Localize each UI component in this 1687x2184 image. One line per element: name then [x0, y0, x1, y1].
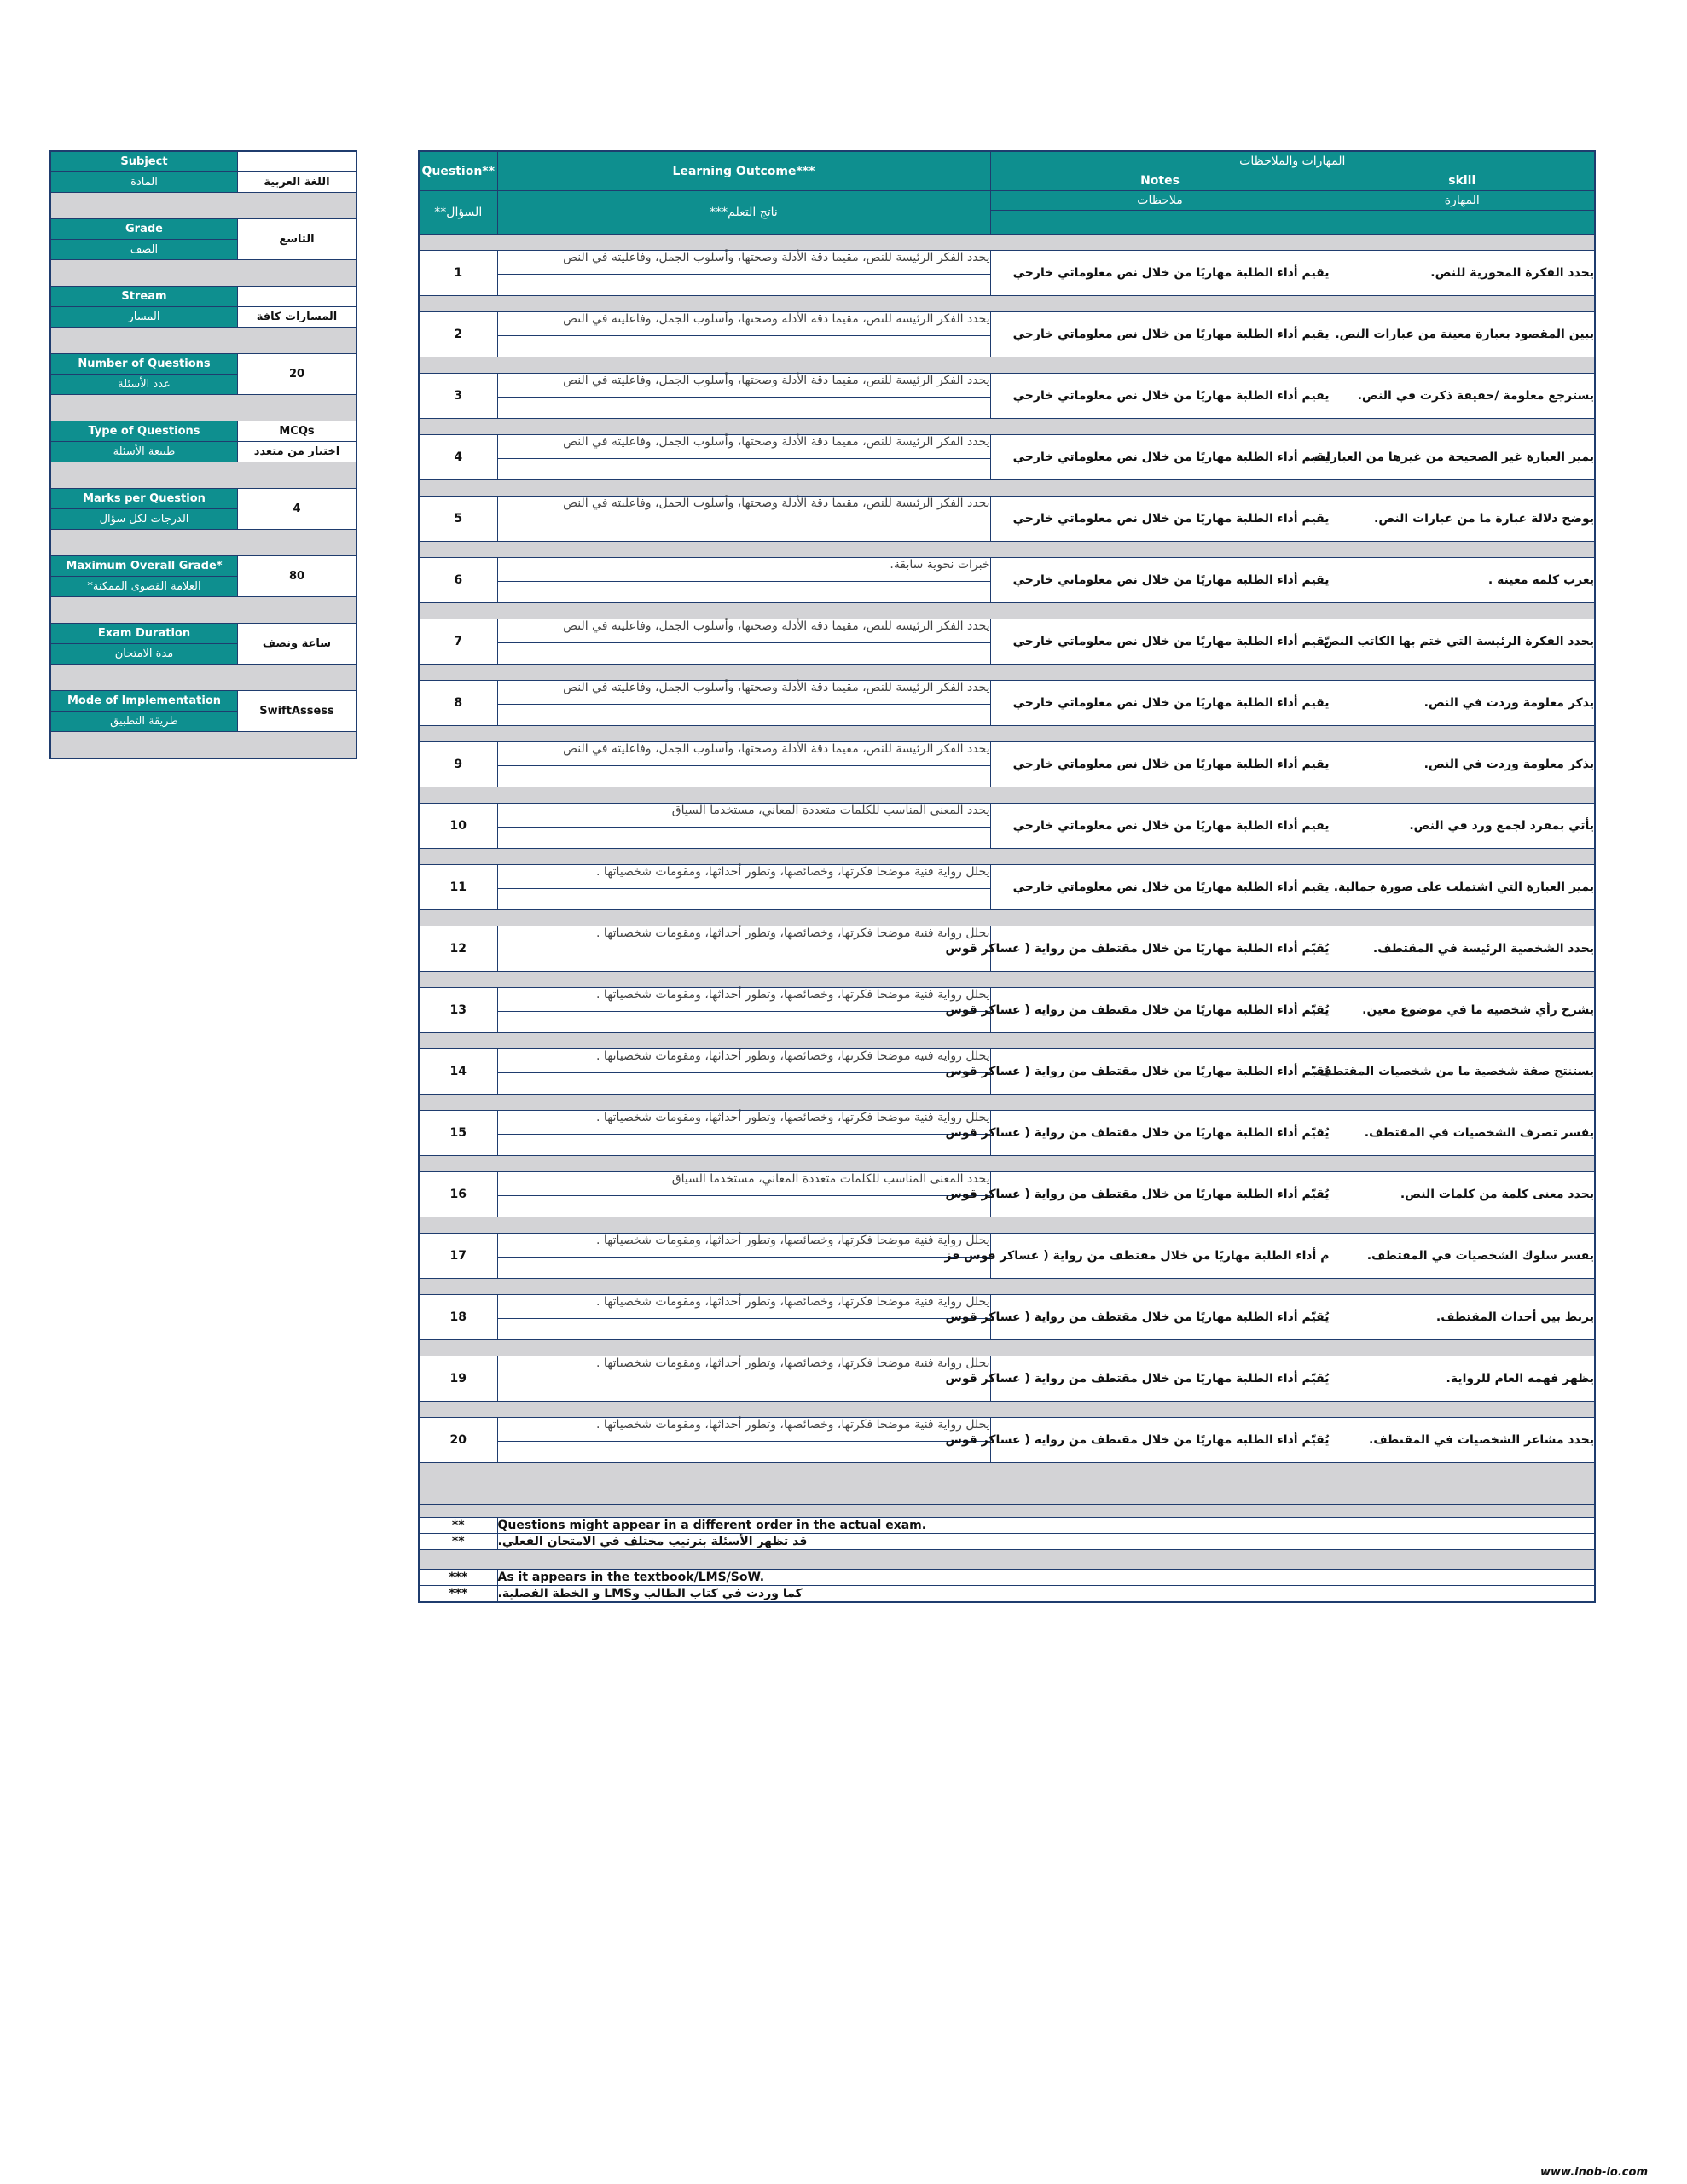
notes-cell: يُقيّم أداء الطلبة مهاريًا من خلال مقتطف من رواية ( عساكر قوس [990, 1356, 1330, 1402]
learning-outcome: يحلل رواية فنية موضحا فكرتها، وخصائصها، وتطور أحداثها، ومقومات شخصياتها . [497, 1234, 990, 1258]
table-row [419, 865, 1595, 889]
skill-cell: يذكر معلومة وردت في النص. [1330, 681, 1595, 726]
question-number: 7 [419, 619, 497, 665]
learning-outcome-blank [497, 828, 990, 849]
learning-outcome: يحلل رواية فنية موضحا فكرتها، وخصائصها، وتطور أحداثها، ومقومات شخصياتها . [497, 1111, 990, 1135]
spacer [419, 1463, 1595, 1505]
subject-label-ar: المادة [50, 172, 237, 193]
notes-cell: يقيم أداء الطلبة مهاريًا من خلال نص معلوماتي خارجي [990, 558, 1330, 603]
table-row [419, 1111, 1595, 1135]
question-number: 2 [419, 312, 497, 357]
question-number: 8 [419, 681, 497, 726]
row-separator [419, 296, 1595, 312]
footnote-text: As it appears in the textbook/LMS/SoW. [497, 1570, 1595, 1586]
table-row [419, 1295, 1595, 1319]
learning-outcome: يحدد المعنى المناسب للكلمات متعددة المعاني، مستخدما السياق [497, 804, 990, 828]
question-number: 6 [419, 558, 497, 603]
learning-outcome: خبرات نحوية سابقة. [497, 558, 990, 582]
row-separator [419, 357, 1595, 374]
row-separator [419, 1340, 1595, 1356]
row-separator [419, 480, 1595, 497]
footnote-row [419, 1570, 1595, 1586]
stream-label: Stream [50, 287, 237, 307]
duration-value: ساعة ونصف [237, 624, 357, 665]
learning-outcome: يحلل رواية فنية موضحا فكرتها، وخصائصها، وتطور أحداثها، ومقومات شخصياتها . [497, 1356, 990, 1380]
table-row [419, 251, 1595, 275]
learning-outcome-blank [497, 1319, 990, 1340]
notes-cell: يُقيّم أداء الطلبة مهاريًا من خلال مقتطف من رواية ( عساكر قوس [990, 1111, 1330, 1156]
spacer [50, 462, 357, 489]
notes-cell: يقيم أداء الطلبة مهاريًا من خلال نص معلوماتي خارجي [990, 435, 1330, 480]
footnote-text: Questions might appear in a different order in the actual exam. [497, 1518, 1595, 1534]
learning-outcome: يحلل رواية فنية موضحا فكرتها، وخصائصها، وتطور أحداثها، ومقومات شخصياتها . [497, 988, 990, 1012]
spacer [50, 260, 357, 287]
notes-cell: م أداء الطلبة مهاريًا من خلال مقتطف من رواية ( عساكر قوس قز [990, 1234, 1330, 1279]
question-number: 4 [419, 435, 497, 480]
learning-outcome: يحلل رواية فنية موضحا فكرتها، وخصائصها، وتطور أحداثها، ومقومات شخصياتها . [497, 865, 990, 889]
learning-outcome: يحلل رواية فنية موضحا فكرتها، وخصائصها، وتطور أحداثها، ومقومات شخصياتها . [497, 1295, 990, 1319]
footnote-mark: ** [419, 1534, 497, 1550]
notes-cell: يقيم أداء الطلبة مهاريًا من خلال نص معلوماتي خارجي [990, 681, 1330, 726]
notes-cell: يُقيّم أداء الطلبة مهاريًا من خلال مقتطف من رواية ( عساكر قوس [990, 1418, 1330, 1463]
subject-value-empty [237, 151, 357, 172]
question-rows [419, 235, 1595, 1463]
footnote-mark: *** [419, 1570, 497, 1586]
row-separator [419, 726, 1595, 742]
notes-cell: يُقيّم أداء الطلبة مهاريًا من خلال مقتطف من رواية ( عساكر قوس [990, 1295, 1330, 1340]
question-number: 3 [419, 374, 497, 419]
row-separator [419, 787, 1595, 804]
skill-cell: يشرح رأي شخصية ما في موضوع معين. [1330, 988, 1595, 1033]
question-number: 5 [419, 497, 497, 542]
questions-table [418, 150, 1596, 1603]
row-separator [419, 1156, 1595, 1172]
row-separator [419, 910, 1595, 926]
table-row [419, 497, 1595, 520]
notes-cell: يقيم أداء الطلبة مهاريًا من خلال نص معلوماتي خارجي [990, 804, 1330, 849]
footnote-row [419, 1518, 1595, 1534]
skill-cell: يميز العبارة غير الصحيحة من غيرها من العبارات. [1330, 435, 1595, 480]
learning-outcome: يحدد الفكر الرئيسة للنص، مقيما دقة الأدلة وصحتها، وأسلوب الجمل، وفاعليته في النص [497, 619, 990, 643]
learning-outcome-header: Learning Outcome*** [497, 151, 990, 191]
type-questions-label-ar: طبيعة الأسئلة [50, 442, 237, 462]
notes-cell: يُقيّم أداء الطلبة مهاريًا من خلال مقتطف من رواية ( عساكر قوس [990, 926, 1330, 972]
stream-value-empty [237, 287, 357, 307]
mode-label-ar: طريقة التطبيق [50, 712, 237, 732]
max-grade-label: Maximum Overall Grade* [50, 556, 237, 577]
notes-cell: يُقيّم أداء الطلبة مهاريًا من خلال مقتطف من رواية ( عساكر قوس [990, 988, 1330, 1033]
mode-label: Mode of Implementation [50, 691, 237, 712]
table-row [419, 312, 1595, 336]
table-row [419, 1356, 1595, 1380]
skill-cell: يميز العبارة التي اشتملت على صورة جمالية. [1330, 865, 1595, 910]
learning-outcome-blank [497, 643, 990, 665]
row-separator [419, 603, 1595, 619]
learning-outcome-blank [497, 275, 990, 296]
question-number: 10 [419, 804, 497, 849]
subject-label: Subject [50, 151, 237, 172]
question-number: 13 [419, 988, 497, 1033]
spacer [419, 1505, 1595, 1518]
row-separator [419, 419, 1595, 435]
notes-cell: يقيم أداء الطلبة مهاريًا من خلال نص معلوماتي خارجي [990, 619, 1330, 665]
learning-outcome-blank [497, 766, 990, 787]
spacer [50, 665, 357, 691]
row-separator [419, 1033, 1595, 1049]
question-header-ar: السؤال** [419, 191, 497, 235]
marks-label-ar: الدرجات لكل سؤال [50, 509, 237, 530]
notes-cell: يقيم أداء الطلبة مهاريًا من خلال نص معلوماتي خارجي [990, 497, 1330, 542]
duration-label: Exam Duration [50, 624, 237, 644]
spacer [50, 597, 357, 624]
stream-value: المسارات كافة [237, 307, 357, 328]
type-questions-value: MCQs [237, 421, 357, 442]
spacer [50, 732, 357, 759]
row-separator [419, 542, 1595, 558]
skill-cell: يأتي بمفرد لجمع ورد في النص. [1330, 804, 1595, 849]
learning-outcome-blank [497, 1073, 990, 1095]
row-separator [419, 235, 1595, 251]
learning-outcome: يحدد الفكر الرئيسة للنص، مقيما دقة الأدلة وصحتها، وأسلوب الجمل، وفاعليته في النص [497, 312, 990, 336]
learning-outcome: يحدد الفكر الرئيسة للنص، مقيما دقة الأدلة وصحتها، وأسلوب الجمل، وفاعليته في النص [497, 497, 990, 520]
question-number: 9 [419, 742, 497, 787]
subject-value: اللغة العربية [237, 172, 357, 193]
question-number: 17 [419, 1234, 497, 1279]
type-questions-label: Type of Questions [50, 421, 237, 442]
row-separator [419, 1279, 1595, 1295]
duration-label-ar: مدة الامتحان [50, 644, 237, 665]
learning-outcome: يحدد الفكر الرئيسة للنص، مقيما دقة الأدلة وصحتها، وأسلوب الجمل، وفاعليته في النص [497, 435, 990, 459]
row-separator [419, 1402, 1595, 1418]
row-separator [419, 972, 1595, 988]
learning-outcome-blank [497, 705, 990, 726]
footnote-text: قد تظهر الأسئلة بترتيب مختلف في الامتحان الفعلي. [497, 1534, 1595, 1550]
table-row [419, 926, 1595, 950]
grade-value: التاسع [237, 219, 357, 260]
question-number: 19 [419, 1356, 497, 1402]
skill-cell: يحدد الشخصية الرئيسة في المقتطف. [1330, 926, 1595, 972]
row-separator [419, 1217, 1595, 1234]
table-row [419, 1172, 1595, 1196]
learning-outcome-blank [497, 459, 990, 480]
notes-cell: يقيم أداء الطلبة مهاريًا من خلال نص معلوماتي خارجي [990, 374, 1330, 419]
notes-cell: يُقيّم أداء الطلبة مهاريًا من خلال مقتطف من رواية ( عساكر قوس [990, 1049, 1330, 1095]
table-row [419, 742, 1595, 766]
notes-cell: يقيم أداء الطلبة مهاريًا من خلال نص معلوماتي خارجي [990, 742, 1330, 787]
table-row [419, 1049, 1595, 1073]
question-number: 12 [419, 926, 497, 972]
skill-cell: يربط بين أحداث المقتطف. [1330, 1295, 1595, 1340]
learning-outcome: يحدد الفكر الرئيسة للنص، مقيما دقة الأدلة وصحتها، وأسلوب الجمل، وفاعليته في النص [497, 374, 990, 398]
question-number: 1 [419, 251, 497, 296]
spacer [50, 193, 357, 219]
notes-header-ar: ملاحظات [990, 191, 1330, 211]
header-blank [1330, 211, 1595, 235]
table-row [419, 1234, 1595, 1258]
type-questions-value-ar: اختيار من متعدد [237, 442, 357, 462]
spacer [50, 328, 357, 354]
skill-cell: يسترجع معلومة /حقيقة ذكرت في النص. [1330, 374, 1595, 419]
num-questions-value: 20 [237, 354, 357, 395]
skill-cell: يحدد مشاعر الشخصيات في المقتطف. [1330, 1418, 1595, 1463]
learning-outcome-blank [497, 582, 990, 603]
table-row [419, 988, 1595, 1012]
mode-value: SwiftAssess [237, 691, 357, 732]
table-row [419, 435, 1595, 459]
learning-outcome: يحدد المعنى المناسب للكلمات متعددة المعاني، مستخدما السياق [497, 1172, 990, 1196]
skill-header-ar: المهارة [1330, 191, 1595, 211]
footnote-row [419, 1586, 1595, 1603]
learning-outcome: يحلل رواية فنية موضحا فكرتها، وخصائصها، وتطور أحداثها، ومقومات شخصياتها . [497, 1418, 990, 1442]
table-row [419, 804, 1595, 828]
notes-header: Notes [990, 171, 1330, 191]
learning-outcome-blank [497, 1380, 990, 1402]
row-separator [419, 1095, 1595, 1111]
learning-outcome: يحدد الفكر الرئيسة للنص، مقيما دقة الأدلة وصحتها، وأسلوب الجمل، وفاعليته في النص [497, 681, 990, 705]
skill-cell: يحدد الفكرة الرئيسة التي ختم بها الكاتب النصّ. [1330, 619, 1595, 665]
spacer [50, 530, 357, 556]
learning-outcome-blank [497, 950, 990, 972]
question-number: 18 [419, 1295, 497, 1340]
max-grade-label-ar: العلامة القصوى الممكنة* [50, 577, 237, 597]
learning-outcome: يحدد الفكر الرئيسة للنص، مقيما دقة الأدلة وصحتها، وأسلوب الجمل، وفاعليته في النص [497, 251, 990, 275]
skill-cell: يحدد معنى كلمة من كلمات النص. [1330, 1172, 1595, 1217]
learning-outcome: يحدد الفكر الرئيسة للنص، مقيما دقة الأدلة وصحتها، وأسلوب الجمل، وفاعليته في النص [497, 742, 990, 766]
skill-cell: يحدد الفكرة المحورية للنص. [1330, 251, 1595, 296]
table-row [419, 374, 1595, 398]
skill-cell: يعرب كلمة معينة . [1330, 558, 1595, 603]
footnote-mark: *** [419, 1586, 497, 1603]
notes-cell: يُقيّم أداء الطلبة مهاريًا من خلال مقتطف من رواية ( عساكر قوس [990, 1172, 1330, 1217]
table-row [419, 558, 1595, 582]
learning-outcome-blank [497, 398, 990, 419]
skill-cell: يبين المقصود بعبارة معينة من عبارات النص. [1330, 312, 1595, 357]
question-number: 14 [419, 1049, 497, 1095]
marks-value: 4 [237, 489, 357, 530]
footnote-mark: ** [419, 1518, 497, 1534]
notes-cell: يقيم أداء الطلبة مهاريًا من خلال نص معلوماتي خارجي [990, 251, 1330, 296]
learning-outcome-blank [497, 1012, 990, 1033]
max-grade-value: 80 [237, 556, 357, 597]
grade-label: Grade [50, 219, 237, 240]
table-row [419, 619, 1595, 643]
learning-outcome-header-ar: ناتج التعلم*** [497, 191, 990, 235]
table-row [419, 1418, 1595, 1442]
skills-notes-header: المهارات والملاحظات [990, 151, 1595, 171]
learning-outcome-blank [497, 1258, 990, 1279]
num-questions-label: Number of Questions [50, 354, 237, 375]
question-number: 16 [419, 1172, 497, 1217]
skill-cell: يفسر تصرف الشخصيات في المقتطف. [1330, 1111, 1595, 1156]
skill-header: skill [1330, 171, 1595, 191]
spacer [50, 395, 357, 421]
learning-outcome-blank [497, 336, 990, 357]
table-row [419, 681, 1595, 705]
question-number: 15 [419, 1111, 497, 1156]
spacer [419, 1550, 1595, 1570]
site-watermark: www.inob-io.com [1540, 2166, 1648, 2179]
question-number: 20 [419, 1418, 497, 1463]
learning-outcome-blank [497, 520, 990, 542]
stream-label-ar: المسار [50, 307, 237, 328]
skill-cell: يفسر سلوك الشخصيات في المقتطف. [1330, 1234, 1595, 1279]
learning-outcome-blank [497, 889, 990, 910]
marks-label: Marks per Question [50, 489, 237, 509]
question-number: 11 [419, 865, 497, 910]
skill-cell: يذكر معلومة وردت في النص. [1330, 742, 1595, 787]
learning-outcome: يحلل رواية فنية موضحا فكرتها، وخصائصها، وتطور أحداثها، ومقومات شخصياتها . [497, 926, 990, 950]
row-separator [419, 665, 1595, 681]
exam-info-table [49, 150, 357, 759]
footnote-row [419, 1534, 1595, 1550]
notes-cell: يقيم أداء الطلبة مهاريًا من خلال نص معلوماتي خارجي [990, 865, 1330, 910]
skill-cell: يوضح دلالة عبارة ما من عبارات النص. [1330, 497, 1595, 542]
question-header: Question** [419, 151, 497, 191]
skill-cell: يستنتج صفة شخصية ما من شخصيات المقتطف. [1330, 1049, 1595, 1095]
header-blank [990, 211, 1330, 235]
num-questions-label-ar: عدد الأسئلة [50, 375, 237, 395]
row-separator [419, 849, 1595, 865]
skill-cell: يظهر فهمه العام للرواية. [1330, 1356, 1595, 1402]
learning-outcome-blank [497, 1135, 990, 1156]
grade-label-ar: الصف [50, 240, 237, 260]
learning-outcome-blank [497, 1196, 990, 1217]
notes-cell: يقيم أداء الطلبة مهاريًا من خلال نص معلوماتي خارجي [990, 312, 1330, 357]
learning-outcome: يحلل رواية فنية موضحا فكرتها، وخصائصها، وتطور أحداثها، ومقومات شخصياتها . [497, 1049, 990, 1073]
footnote-text: كما وردت في كتاب الطالب وLMS و الخطة الفصلية. [497, 1586, 1595, 1603]
learning-outcome-blank [497, 1442, 990, 1463]
